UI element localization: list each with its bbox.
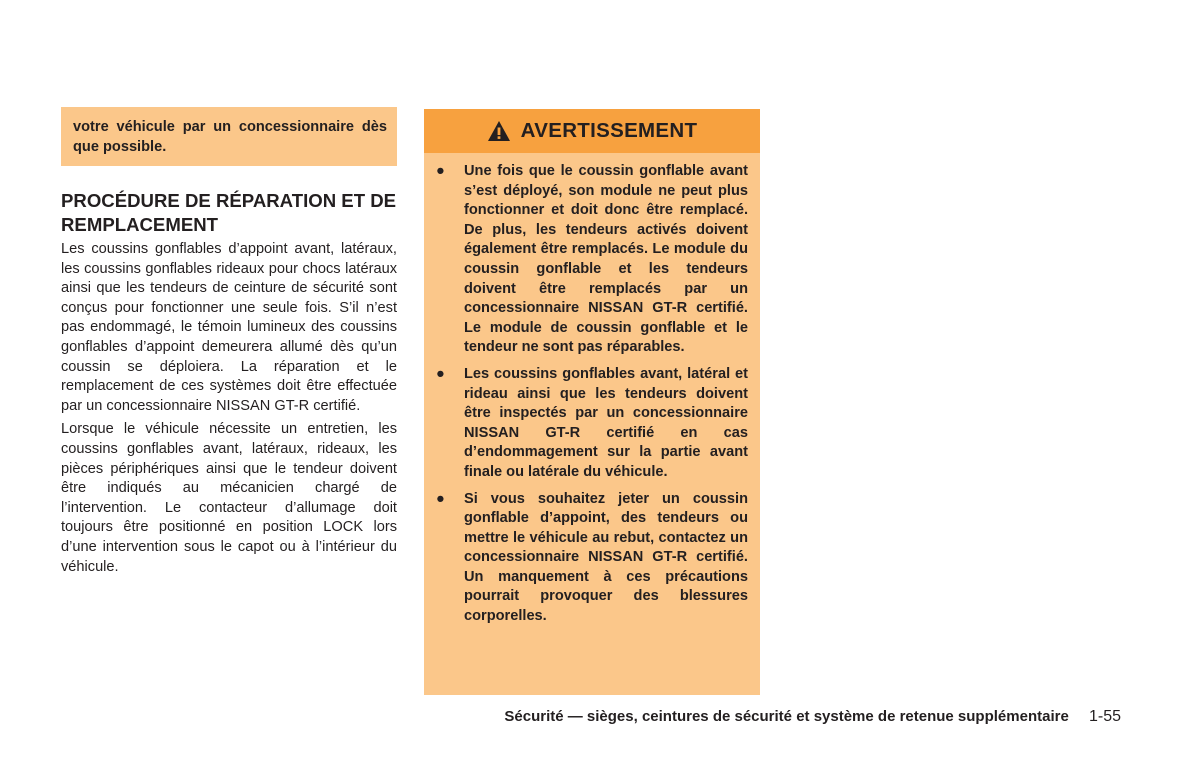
footer-section-title: Sécurité — sièges, ceintures de sécurité et système de retenue supplémentaire — [504, 708, 1069, 725]
note-box — [61, 107, 397, 166]
page-footer — [504, 708, 1121, 726]
warning-title: AVERTISSEMENT — [520, 119, 698, 142]
warning-triangle-icon — [487, 120, 511, 142]
section-body — [61, 240, 397, 581]
warning-item-text: Si vous souhaitez jeter un coussin gonflable d’appoint, des tendeurs ou mettre le véhicule au rebut, contactez un concessionnaire NISSAN GT-R certifié. Un manquement à ces précautions pourrait provoquer des blessures corporelles. — [464, 490, 748, 625]
section-heading: PROCÉDURE DE RÉPARATION ET DE REMPLACEMENT — [61, 190, 397, 235]
warning-item-text: Les coussins gonflables avant, latéral et rideau ainsi que les tendeurs doivent être inspectés par un concessionnaire NISSAN GT-R certifié en cas d’endommagement sur la partie avant finale ou latérale du véhicule. — [464, 365, 748, 480]
paragraph: Lorsque le véhicule nécessite un entretien, les coussins gonflables avant, latéraux, rideaux, les pièces périphériques ainsi que le tendeur doivent être indiqués au mécanicien chargé de l’intervention. Le contacteur d’allumage doit toujours être positionné en position LOCK lors d’une intervention sous le capot ou à l’intérieur du véhicule. — [61, 421, 397, 575]
note-text: votre véhicule par un concessionnaire dès que possible. — [73, 119, 387, 155]
warning-item — [436, 490, 748, 627]
warning-item — [436, 162, 748, 358]
bullet-icon: ● — [436, 490, 445, 507]
warning-box — [424, 109, 760, 695]
warning-list — [424, 153, 760, 627]
paragraph: Les coussins gonflables d’appoint avant, latéraux, les coussins gonflables rideaux pour chocs latéraux ainsi que les tendeurs de ceinture de sécurité sont conçus pour fonctionner une seule fois. S’il n’est pas endommagé, le témoin lumineux des coussins gonflables d’appoint demeurera allumé dès qu’un coussin se déploiera. La réparation et le remplacement de ces systèmes doit être effectuée par un concessionnaire NISSAN GT-R certifié. — [61, 241, 397, 414]
warning-header — [424, 109, 760, 153]
page-number: 1-55 — [1088, 708, 1121, 725]
warning-item — [436, 365, 748, 483]
bullet-icon: ● — [436, 365, 445, 382]
bullet-icon: ● — [436, 163, 445, 179]
warning-item-text: Une fois que le coussin gonflable avant s’est déployé, son module ne peut plus fonctionner et doit donc être remplacé. De plus, les tendeurs activés doivent également être remplacés. Le module du coussin gonflable et les tendeurs doivent être remplacés par un concessionnaire NISSAN GT-R certifié. Le module de coussin gonflable et le tendeur ne sont pas réparables. — [464, 163, 748, 356]
